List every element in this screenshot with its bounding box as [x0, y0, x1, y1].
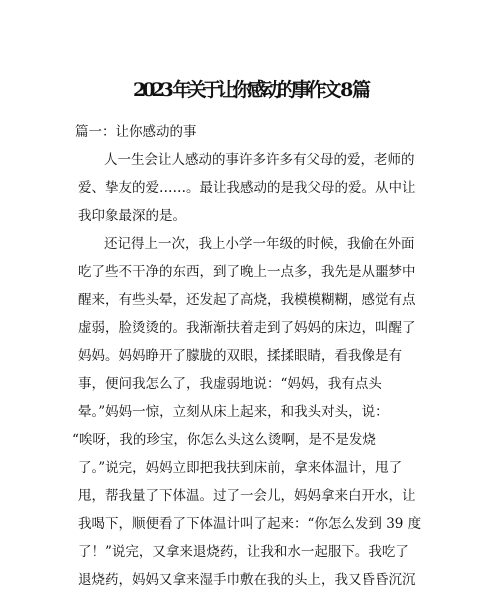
paragraph-line: 人一生会让人感动的事许多许多有父母的爱，老师的	[104, 152, 415, 168]
paragraph-line: 爱、挚友的爱……。最让我感动的是我父母的爱。从中让	[78, 180, 416, 196]
paragraph-line: 妈妈。妈妈睁开了朦胧的双眼，揉揉眼睛，看我像是有	[78, 348, 402, 364]
paragraph-line: 退烧药，妈妈又拿来湿手巾敷在我的头上，我又昏昏沉沉	[78, 572, 416, 588]
paragraph-line: 吃了些不干净的东西，到了晚上一点多，我先是从噩梦中	[78, 264, 416, 280]
paragraph-line: 我印象最深的是。	[78, 208, 186, 224]
paragraph-line: 了！”说完，又拿来退烧药，让我和水一起服下。我吃了	[78, 544, 409, 560]
paragraph-line: 我喝下，顺便看了下体温计叫了起来：“你怎么发到 39 度	[78, 516, 422, 532]
section-heading: 篇一：让你感动的事	[75, 124, 197, 140]
paragraph-line: 醒来，有些头晕，还发起了高烧，我模模糊糊，感觉有点	[78, 292, 416, 308]
paragraph-line: 虚弱，脸烫烫的。我渐渐扶着走到了妈妈的床边，叫醒了	[78, 320, 416, 336]
paragraph-line: “唉呀，我的珍宝，你怎么头这么烫啊，是不是发烧	[72, 432, 376, 448]
paragraph-line: 事，便问我怎么了，我虚弱地说：“妈妈，我有点头	[78, 376, 382, 392]
paragraph-line: 晕。”妈妈一惊，立刻从床上起来，和我头对头，说：	[78, 404, 389, 420]
paragraph-line: 甩，帮我量了下体温。过了一会儿，妈妈拿来白开水，让	[78, 488, 416, 504]
paragraph-line: 了。”说完，妈妈立即把我扶到床前，拿来体温计，甩了	[78, 460, 403, 476]
paragraph-line: 还记得上一次，我上小学一年级的时候，我偷在外面	[104, 236, 415, 252]
document-title: 2023 年关于让你感动的事作文 8 篇	[133, 79, 367, 101]
